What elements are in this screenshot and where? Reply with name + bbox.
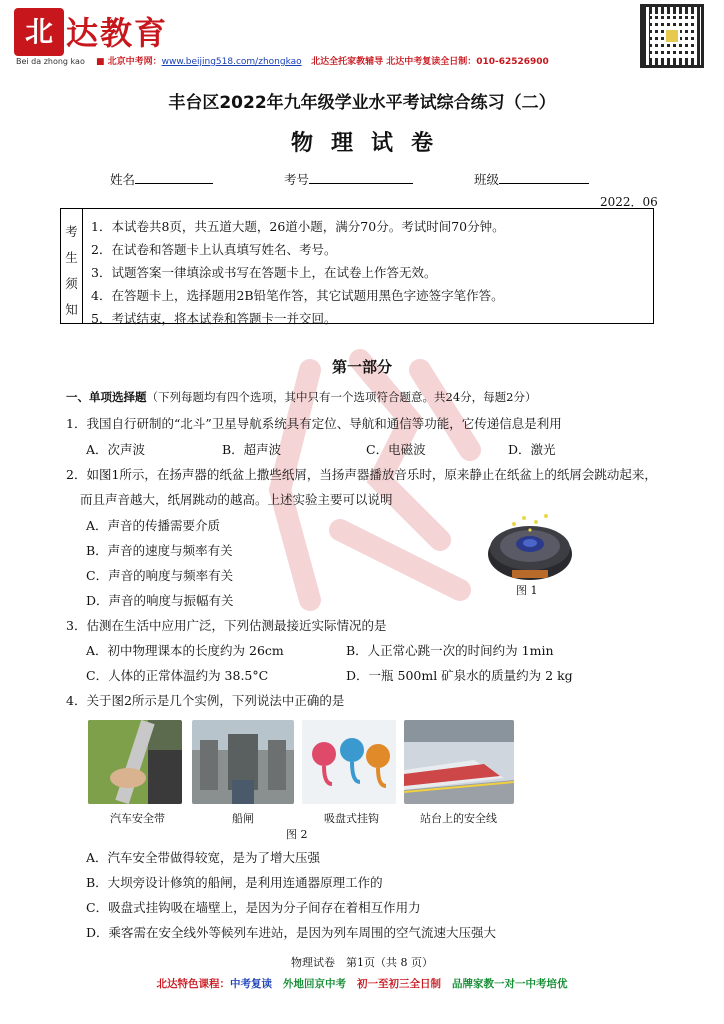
site-link[interactable]: www.beijing518.com/zhongkao [161,57,302,67]
footer-ad: 北达特色课程：中考复读 外地回京中考 初一至初三全日制 品牌家教一对一中考培优 [156,978,568,990]
site-label: ■ 北京中考网： [96,57,162,67]
question-2-stem: 2．如图1所示，在扬声器的纸盆上撒些纸屑，当扬声器播放音乐时，原来静止在纸盆上的纸屑会跳动起来， [66,467,657,482]
class-field: 班级 [474,170,589,188]
notice-item: 4．在答题卡上，选择题用2B铅笔作答，其它试题用黑色字迹签字笔作答。 [91,288,504,303]
caption-seatbelt: 汽车安全带 [110,812,165,825]
suction-hook-photo [302,720,396,804]
notice-item: 5．考试结束，将本试卷和答题卡一并交回。 [91,311,337,326]
exam-date: 2022．06 [600,195,658,209]
header-slogan: 北达全托家教辅导 北达中考复读全日制：010-62526900 [311,57,549,67]
exam-subtitle: 物理试卷 [290,131,451,156]
question-4-stem: 4．关于图2所示是几个实例，下列说法中正确的是 [66,693,345,708]
q2-option-a: A．声音的传播需要介质 [86,518,221,533]
id-field: 考号 [284,170,413,188]
q3-option-b: B．人正常心跳一次的时间约为 1min [346,643,554,658]
train-platform-photo [404,720,514,804]
q2-option-d: D．声音的响度与振幅有关 [86,593,234,608]
logo-subtext: Bei da zhong kao [16,57,85,66]
q3-option-c: C．人体的正常体温约为 38.5°C [86,668,269,683]
page-number: 物理试卷 第1页（共 8 页） [291,956,433,969]
notice-item: 1．本试卷共8页，共五道大题，26道小题，满分70分。考试时间70分钟。 [91,219,505,234]
q1-option-a: A．次声波 [86,442,146,457]
q2-option-b: B．声音的速度与频率有关 [86,543,233,558]
ship-lock-photo [192,720,294,804]
notice-item: 2．在试卷和答题卡上认真填写姓名、考号。 [91,242,337,257]
caption-ship-lock: 船闸 [232,812,254,825]
logo-text: 达教育 [66,14,169,52]
section-heading: 一、单项选择题（下列每题均有四个选项，其中只有一个选项符合题意。共24分，每题2分） [66,390,537,404]
caption-safety-line: 站台上的安全线 [420,812,497,825]
page-header [0,0,724,76]
name-field: 姓名 [110,170,213,188]
header-contact-line [96,54,549,67]
q4-option-b: B．大坝旁设计修筑的船闸，是利用连通器原理工作的 [86,875,383,890]
speaker-figure [484,510,576,582]
question-2-stem-cont: 而且声音越大，纸屑跳动的越高。上述实验主要可以说明 [80,492,393,507]
q3-option-a: A．初中物理课本的长度约为 26cm [86,643,284,658]
notice-items [91,215,505,330]
q1-option-c: C．电磁波 [366,442,426,457]
seatbelt-photo [88,720,182,804]
q1-option-b: B．超声波 [222,442,282,457]
q1-option-d: D．激光 [508,442,556,457]
part-title: 第一部分 [331,358,392,376]
figure-2-caption: 图 2 [286,828,308,841]
question-1-stem: 1．我国自行研制的“北斗”卫星导航系统具有定位、导航和通信等功能，它传递信息是利用 [66,416,562,431]
q2-option-c: C．声音的响度与频率有关 [86,568,234,583]
logo-mark: 北 [14,8,64,56]
q4-option-a: A．汽车安全带做得较宽，是为了增大压强 [86,850,321,865]
q3-option-d: D．一瓶 500ml 矿泉水的质量约为 2 kg [346,668,573,683]
notice-item: 3．试题答案一律填涂或书写在答题卡上，在试卷上作答无效。 [91,265,437,280]
caption-suction-hook: 吸盘式挂钩 [324,812,379,825]
figure-1-caption: 图 1 [516,584,538,597]
q4-option-d: D．乘客需在安全线外等候列车进站，是因为列车周围的空气流速大压强大 [86,925,497,940]
exam-title: 丰台区2022年九年级学业水平考试综合练习（二） [168,93,556,113]
question-3-stem: 3．估测在生活中应用广泛，下列估测最接近实际情况的是 [66,618,387,633]
notice-label: 考 生 须 知 [61,209,83,323]
q4-option-c: C．吸盘式挂钩吸在墙壁上，是因为分子间存在着相互作用力 [86,900,421,915]
candidate-notice-box [60,208,654,324]
